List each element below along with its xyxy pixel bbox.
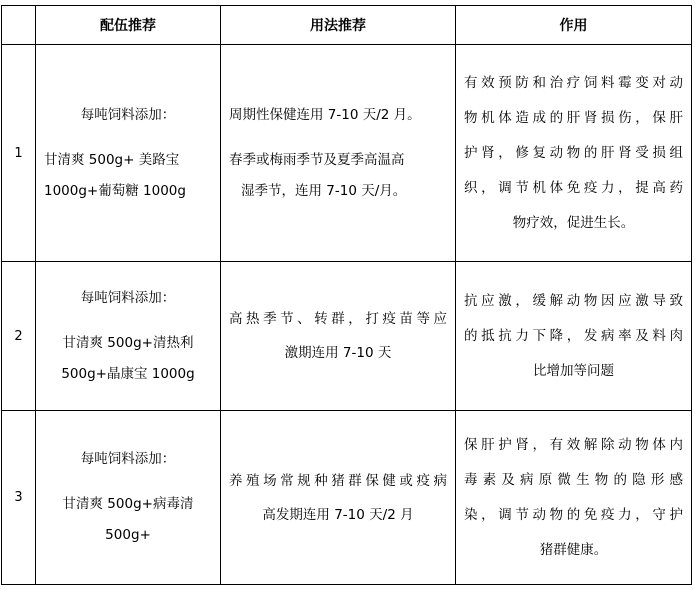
effect-cell [456,45,692,262]
effect-line: 比增加等问题 [533,362,614,379]
formula-intro: 每吨饲料添加： [80,106,176,123]
header-usage: 用法推荐 [221,6,456,45]
usage-line: 高发期连用 7-10 天/2 月 [262,506,414,523]
effect-line: 猪群健康。 [539,541,608,558]
usage-line: 春季或梅雨季节及夏季高温高 [229,151,405,168]
table-row [2,45,692,262]
formula-cell [36,262,221,411]
usage-line: 周期性保健连用 7-10 天/2 月。 [229,106,421,123]
formula-line: 500g+ [105,527,151,543]
effect-cell [456,411,692,585]
effect-line: 物疗效，促进生长。 [512,214,635,231]
effect-line: 保肝护肾，有效解除动物体内 [464,436,683,453]
formula-line: 甘清爽 500g+病毒清 [62,496,194,512]
formula-cell [36,411,221,585]
header-index [2,6,36,45]
effect-line: 抗应激，缓解动物因应激导致 [464,292,683,309]
effect-line: 的抵抗力下降，发病率及料肉 [464,327,683,344]
effect-cell [456,262,692,411]
table-header-row [2,6,692,45]
formula-cell [36,45,221,262]
header-formula: 配伍推荐 [36,6,221,45]
usage-cell [221,45,456,262]
effect-line: 毒素及病原微生物的隐形感 [464,471,683,488]
formula-line: 甘清爽 500g+ 美路宝 [44,151,180,168]
formula-line: 500g+晶康宝 1000g [61,365,195,382]
row-index: 1 [2,45,36,262]
table-row [2,262,692,411]
row-index: 2 [2,262,36,411]
usage-cell [221,262,456,411]
usage-cell [221,411,456,585]
table-row [2,411,692,585]
usage-line: 高热季节、转群，打疫苗等应 [229,311,447,327]
formula-line: 1000g+葡萄糖 1000g [44,182,186,199]
effect-line: 护肾，修复动物的肝肾受损组 [464,144,683,161]
formula-intro: 每吨饲料添加： [80,451,176,467]
usage-line: 激期连用 7-10 天 [284,345,392,361]
effect-line: 有效预防和治疗饲料霉变对动 [464,74,683,91]
header-effect: 作用 [456,6,692,45]
effect-line: 染，调节动物的免疫力，守护 [464,506,683,523]
effect-line: 织，调节机体免疫力，提高药 [464,179,683,196]
recommendation-table [1,5,692,585]
formula-line: 甘清爽 500g+清热利 [62,334,194,351]
formula-intro: 每吨饲料添加： [80,289,176,306]
effect-line: 物机体造成的肝肾损伤，保肝 [464,109,683,126]
row-index: 3 [2,411,36,585]
usage-line: 养殖场常规种猪群保健或疫病 [229,472,447,489]
usage-line: 湿季节，连用 7-10 天/月。 [241,182,407,199]
